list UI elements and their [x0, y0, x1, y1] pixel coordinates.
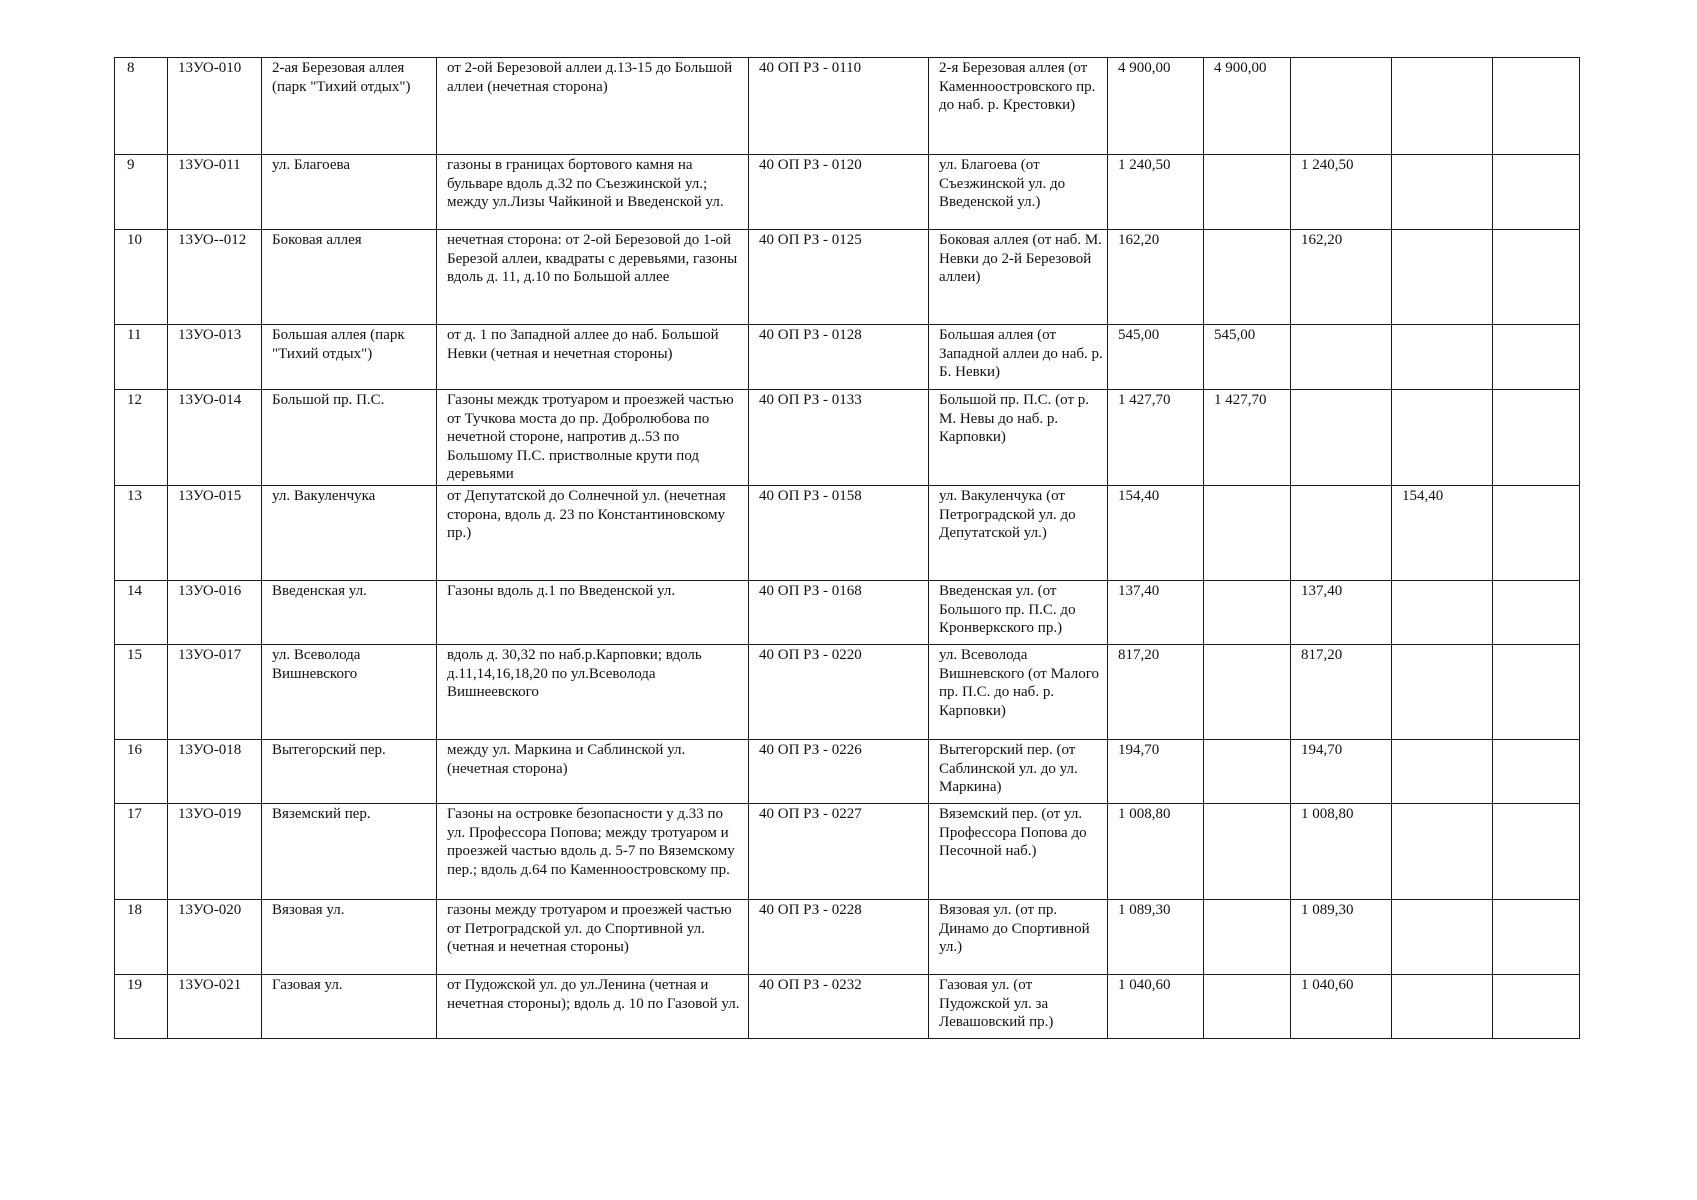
table-row [115, 581, 1580, 645]
area-col-3 [1392, 155, 1493, 230]
area-col-4 [1493, 390, 1580, 486]
area-col-2: 1 089,30 [1291, 900, 1392, 975]
road-code: 40 ОП РЗ - 0226 [749, 740, 929, 804]
area-col-4 [1493, 645, 1580, 740]
row-number: 18 [115, 900, 168, 975]
total-area: 1 008,80 [1108, 804, 1204, 900]
object-code: 13УО-011 [168, 155, 262, 230]
area-col-3 [1392, 975, 1493, 1039]
area-col-4 [1493, 486, 1580, 581]
total-area: 1 040,60 [1108, 975, 1204, 1039]
object-name: ул. Вакуленчука [262, 486, 437, 581]
area-col-1 [1204, 486, 1291, 581]
area-col-4 [1493, 804, 1580, 900]
area-col-4 [1493, 740, 1580, 804]
total-area: 1 089,30 [1108, 900, 1204, 975]
area-col-1 [1204, 645, 1291, 740]
object-code: 13УО-019 [168, 804, 262, 900]
object-code: 13УО-015 [168, 486, 262, 581]
total-area: 4 900,00 [1108, 58, 1204, 155]
road-name: Вяземский пер. (от ул. Профессора Попова до Песочной наб.) [929, 804, 1108, 900]
road-code: 40 ОП РЗ - 0120 [749, 155, 929, 230]
table-row [115, 58, 1580, 155]
area-col-1 [1204, 581, 1291, 645]
object-name: Вяземский пер. [262, 804, 437, 900]
table-row [115, 804, 1580, 900]
road-code: 40 ОП РЗ - 0220 [749, 645, 929, 740]
row-number: 10 [115, 230, 168, 325]
object-code: 13УО-016 [168, 581, 262, 645]
table-row [115, 325, 1580, 390]
road-code: 40 ОП РЗ - 0133 [749, 390, 929, 486]
object-name: ул. Благоева [262, 155, 437, 230]
object-description: Газоны на островке безопасности у д.33 по ул. Профессора Попова; между тротуаром и проезжей частью вдоль д. 5-7 по Вяземскому пер.; вдоль д.64 по Каменноостровскому пр. [437, 804, 749, 900]
road-code: 40 ОП РЗ - 0232 [749, 975, 929, 1039]
row-number: 16 [115, 740, 168, 804]
area-col-3 [1392, 58, 1493, 155]
area-col-2: 1 040,60 [1291, 975, 1392, 1039]
object-code: 13УО-020 [168, 900, 262, 975]
area-col-3 [1392, 390, 1493, 486]
road-name: Газовая ул. (от Пудожской ул. за Левашовский пр.) [929, 975, 1108, 1039]
area-col-3 [1392, 804, 1493, 900]
area-col-3 [1392, 230, 1493, 325]
object-name: Большой пр. П.С. [262, 390, 437, 486]
road-code: 40 ОП РЗ - 0227 [749, 804, 929, 900]
object-name: Газовая ул. [262, 975, 437, 1039]
object-name: Вязовая ул. [262, 900, 437, 975]
area-col-2: 1 240,50 [1291, 155, 1392, 230]
area-col-4 [1493, 975, 1580, 1039]
object-description: от 2-ой Березовой аллеи д.13-15 до Большой аллеи (нечетная сторона) [437, 58, 749, 155]
table-body [115, 58, 1580, 1039]
object-code: 13УО-010 [168, 58, 262, 155]
road-code: 40 ОП РЗ - 0110 [749, 58, 929, 155]
row-number: 11 [115, 325, 168, 390]
object-code: 13УО-018 [168, 740, 262, 804]
table-row [115, 645, 1580, 740]
area-col-4 [1493, 581, 1580, 645]
area-col-4 [1493, 325, 1580, 390]
row-number: 13 [115, 486, 168, 581]
area-col-1 [1204, 155, 1291, 230]
road-name: Введенская ул. (от Большого пр. П.С. до Кронверкского пр.) [929, 581, 1108, 645]
object-code: 13УО--012 [168, 230, 262, 325]
table-row [115, 390, 1580, 486]
area-col-2 [1291, 58, 1392, 155]
area-col-2: 817,20 [1291, 645, 1392, 740]
registry-table [114, 57, 1580, 1039]
total-area: 194,70 [1108, 740, 1204, 804]
area-col-3 [1392, 325, 1493, 390]
area-col-3 [1392, 740, 1493, 804]
table-row [115, 740, 1580, 804]
area-col-2: 162,20 [1291, 230, 1392, 325]
object-description: от Депутатской до Солнечной ул. (нечетная сторона, вдоль д. 23 по Константиновскому пр.) [437, 486, 749, 581]
road-code: 40 ОП РЗ - 0228 [749, 900, 929, 975]
object-description: газоны между тротуаром и проезжей частью от Петроградской ул. до Спортивной ул.(четная и нечетная стороны) [437, 900, 749, 975]
row-number: 15 [115, 645, 168, 740]
area-col-3 [1392, 581, 1493, 645]
table-row [115, 900, 1580, 975]
total-area: 1 427,70 [1108, 390, 1204, 486]
object-code: 13УО-013 [168, 325, 262, 390]
road-code: 40 ОП РЗ - 0168 [749, 581, 929, 645]
area-col-2: 137,40 [1291, 581, 1392, 645]
road-name: ул. Всеволода Вишневского (от Малого пр. П.С. до наб. р. Карповки) [929, 645, 1108, 740]
object-description: Газоны междк тротуаром и проезжей частью от Тучкова моста до пр. Добролюбова по нечетной стороне, напротив д..53 по Большому П.С. пристволные крути под деревьями [437, 390, 749, 486]
area-col-4 [1493, 58, 1580, 155]
area-col-1: 545,00 [1204, 325, 1291, 390]
area-col-3 [1392, 645, 1493, 740]
object-name: 2-ая Березовая аллея (парк "Тихий отдых") [262, 58, 437, 155]
object-description: от Пудожской ул. до ул.Ленина (четная и нечетная стороны); вдоль д. 10 по Газовой ул. [437, 975, 749, 1039]
road-name: Большая аллея (от Западной аллеи до наб. р. Б. Невки) [929, 325, 1108, 390]
area-col-3 [1392, 900, 1493, 975]
area-col-1: 1 427,70 [1204, 390, 1291, 486]
area-col-2 [1291, 486, 1392, 581]
object-description: вдоль д. 30,32 по наб.р.Карповки; вдоль д.11,14,16,18,20 по ул.Всеволода Вишнеевского [437, 645, 749, 740]
row-number: 17 [115, 804, 168, 900]
area-col-2 [1291, 390, 1392, 486]
row-number: 12 [115, 390, 168, 486]
road-name: Вязовая ул. (от пр. Динамо до Спортивной ул.) [929, 900, 1108, 975]
object-description: газоны в границах бортового камня на бульваре вдоль д.32 по Съезжинской ул.; между ул.Лизы Чайкиной и Введенской ул. [437, 155, 749, 230]
area-col-2: 1 008,80 [1291, 804, 1392, 900]
object-code: 13УО-021 [168, 975, 262, 1039]
area-col-1: 4 900,00 [1204, 58, 1291, 155]
table-row [115, 486, 1580, 581]
row-number: 8 [115, 58, 168, 155]
row-number: 9 [115, 155, 168, 230]
row-number: 14 [115, 581, 168, 645]
object-description: от д. 1 по Западной аллее до наб. Большой Невки (четная и нечетная стороны) [437, 325, 749, 390]
object-description: Газоны вдоль д.1 по Введенской ул. [437, 581, 749, 645]
total-area: 817,20 [1108, 645, 1204, 740]
road-name: ул. Благоева (от Съезжинской ул. до Введенской ул.) [929, 155, 1108, 230]
area-col-1 [1204, 230, 1291, 325]
object-name: Введенская ул. [262, 581, 437, 645]
total-area: 545,00 [1108, 325, 1204, 390]
table-row [115, 975, 1580, 1039]
object-name: Вытегорский пер. [262, 740, 437, 804]
road-code: 40 ОП РЗ - 0158 [749, 486, 929, 581]
object-code: 13УО-017 [168, 645, 262, 740]
area-col-1 [1204, 740, 1291, 804]
object-name: Большая аллея (парк "Тихий отдых") [262, 325, 437, 390]
area-col-4 [1493, 155, 1580, 230]
object-name: ул. Всеволода Вишневского [262, 645, 437, 740]
road-code: 40 ОП РЗ - 0128 [749, 325, 929, 390]
area-col-3: 154,40 [1392, 486, 1493, 581]
table-row [115, 230, 1580, 325]
area-col-1 [1204, 804, 1291, 900]
area-col-1 [1204, 900, 1291, 975]
object-description: между ул. Маркина и Саблинской ул. (нечетная сторона) [437, 740, 749, 804]
road-code: 40 ОП РЗ - 0125 [749, 230, 929, 325]
total-area: 1 240,50 [1108, 155, 1204, 230]
area-col-4 [1493, 900, 1580, 975]
area-col-4 [1493, 230, 1580, 325]
area-col-1 [1204, 975, 1291, 1039]
road-name: 2-я Березовая аллея (от Каменноостровского пр. до наб. р. Крестовки) [929, 58, 1108, 155]
road-name: ул. Вакуленчука (от Петроградской ул. до Депутатской ул.) [929, 486, 1108, 581]
road-name: Большой пр. П.С. (от р. М. Невы до наб. р. Карповки) [929, 390, 1108, 486]
area-col-2 [1291, 325, 1392, 390]
total-area: 154,40 [1108, 486, 1204, 581]
road-name: Вытегорский пер. (от Саблинской ул. до ул. Маркина) [929, 740, 1108, 804]
total-area: 162,20 [1108, 230, 1204, 325]
object-code: 13УО-014 [168, 390, 262, 486]
row-number: 19 [115, 975, 168, 1039]
object-name: Боковая аллея [262, 230, 437, 325]
total-area: 137,40 [1108, 581, 1204, 645]
table-row [115, 155, 1580, 230]
object-description: нечетная сторона: от 2-ой Березовой до 1-ой Березой аллеи, квадраты с деревьями, газоны вдоль д. 11, д.10 по Большой аллее [437, 230, 749, 325]
road-name: Боковая аллея (от наб. М. Невки до 2-й Березовой аллеи) [929, 230, 1108, 325]
area-col-2: 194,70 [1291, 740, 1392, 804]
